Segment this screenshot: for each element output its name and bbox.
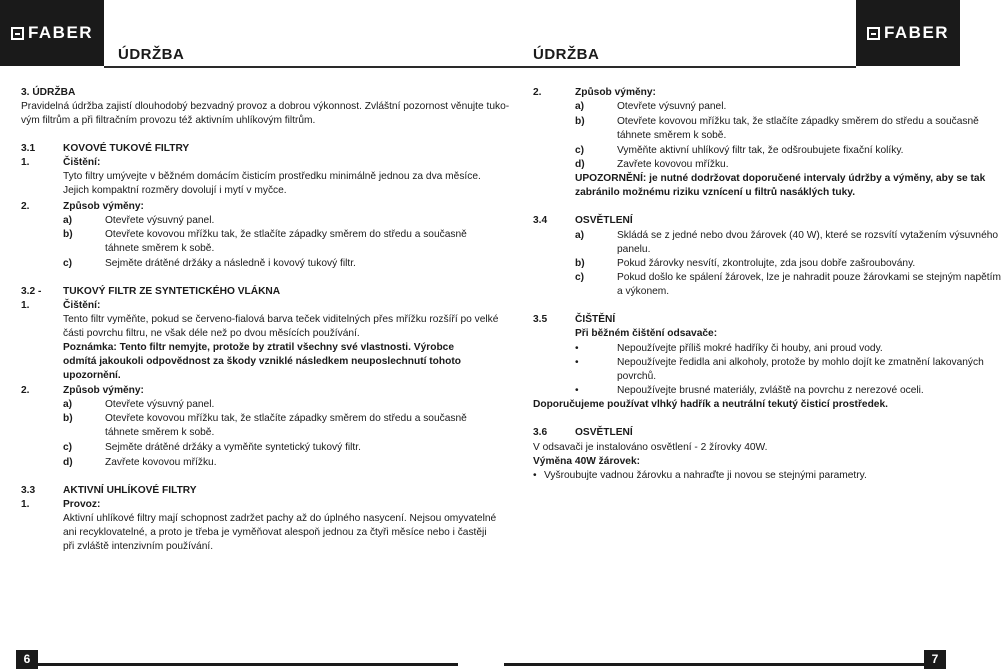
bullet-item: povrchů. [617,371,657,382]
step-number: 1. [21,157,30,168]
list-item: panelu. [617,244,651,255]
section-title: KOVOVÉ TUKOVÉ FILTRY [63,143,190,154]
warning: UPOZORNĚNÍ: je nutné dodržovat doporučené intervaly údržby a výměny, aby se tak [575,173,986,184]
section-title: ČIŠTĚNÍ [575,314,616,325]
header-divider-right [460,66,856,68]
note: Poznámka: Tento filtr nemyjte, protože by ztratil všechny své vlastnosti. Výrobce [63,342,455,353]
paragraph: Tento filtr vyměňte, pokud se červeno-fialová barva teček viditelných přes mřížku rozšíří po velké [63,314,499,325]
faber-logo-right [856,0,960,66]
section-number: 3.3 [21,485,36,496]
page-title-right: ÚDRŽBA [533,46,600,63]
list-letter: b) [63,229,73,240]
list-item: Otevřete kovovou mřížku tak, že stlačíte západky směrem do středu a současně [105,229,467,240]
list-letter: b) [575,116,585,127]
step-title: Čištění: [63,300,101,311]
subheading: Výměna 40W žárovek: [533,456,641,467]
paragraph: ani recyklovatelné, a proto je třeba je vyměňovat alespoň jednou za čtyři měsíce nebo i častěji [63,527,487,538]
warning: zabránilo možnému riziku vznícení u filtrů nasáklých tuky. [575,187,856,198]
list-letter: d) [575,159,585,170]
page-number-left: 6 [16,650,38,669]
list-letter: a) [63,215,73,226]
list-letter: c) [63,442,73,453]
list-letter: b) [575,258,585,269]
step-title: Čištění: [63,157,101,168]
list-item: Zavřete kovovou mřížku. [105,457,217,468]
paragraph: V odsavači je instalováno osvětlení - 2 žírovky 40W. [533,442,768,453]
list-item: Otevřete výsuvný panel. [105,215,215,226]
bullet-icon: • [575,385,579,396]
list-item: Otevřete výsuvný panel. [105,399,215,410]
header-divider-left [104,66,512,68]
section-title: OSVĚTLENÍ [575,427,633,438]
list-letter: c) [575,272,585,283]
section-title: OSVĚTLENÍ [575,215,633,226]
bullet-icon: • [575,343,579,354]
list-letter: c) [63,258,73,269]
bullet-item: Nepoužívejte příliš mokré hadříky či houby, ani proud vody. [617,343,883,354]
brand-name: FABER [883,23,950,42]
step-title: Provoz: [63,499,101,510]
list-letter: a) [63,399,73,410]
bullet-item: Vyšroubujte vadnou žárovku a nahraďte ji novou se stejnými parametry. [544,470,867,481]
list-letter: c) [575,145,585,156]
step-title: Způsob výměny: [63,385,144,396]
note: odmítá jakoukoli odpovědnost za škody vzniklé následkem neuposlechnutí tohoto [63,356,461,367]
note: upozornění. [63,370,121,381]
step-number: 2. [21,385,30,396]
footer-divider-left [38,663,458,666]
list-letter: a) [575,230,585,241]
list-item: Sejměte drátěné držáky a následně i kovový tukový filtr. [105,258,356,269]
step-number: 1. [21,300,30,311]
list-item: táhnete směrem k sobě. [617,130,727,141]
bullet-item: Nepoužívejte brusné materiály, zvláště na povrchu z nerezové oceli. [617,385,924,396]
recommendation: Doporučujeme používat vlhký hadřík a neutrální tekutý čisticí prostředek. [533,399,888,410]
list-item: Otevřete kovovou mřížku tak, že stlačíte západky směrem do středu a současně [617,116,979,127]
paragraph: Tyto filtry umývejte v běžném domácím čisticím prostředku minimálně jednou za dva měsíce. [63,171,481,182]
section-title: AKTIVNÍ UHLÍKOVÉ FILTRY [63,485,197,496]
list-letter: a) [575,101,585,112]
page-title-left: ÚDRŽBA [118,46,185,63]
list-item: táhnete směrem k sobě. [105,243,215,254]
list-item: Vyměňte aktivní uhlíkový filtr tak, že odšroubujete fixační kolíky. [617,145,904,156]
list-item: Otevřete kovovou mřížku tak, že stlačíte západky směrem do středu a současně [105,413,467,424]
step-number: 2. [533,87,542,98]
paragraph: při zvláště intenzivním používání. [63,541,214,552]
section-title: TUKOVÝ FILTR ZE SYNTETICKÉHO VLÁKNA [63,286,281,297]
list-letter: b) [63,413,73,424]
page-number-right: 7 [924,650,946,669]
section-number: 3.5 [533,314,548,325]
step-number: 2. [21,201,30,212]
paragraph: Jejich kompaktní rozměry dovolují i mytí v myčce. [63,185,287,196]
footer-divider-right [504,663,924,666]
section-number: 3.4 [533,215,548,226]
paragraph: části povrchu filtru, ne však déle než po dvou měsících používání. [63,328,360,339]
paragraph: vým filtrům a při filtračním provozu též aktivním uhlíkovým filtrům. [21,115,316,126]
list-item: Skládá se z jedné nebo dvou žárovek (40 W), které se rozsvítí vytažením výsuvného [617,230,999,241]
section-number: 3.2 - [21,286,42,297]
bullet-item: Nepoužívejte ředidla ani alkoholy, protože by mohlo dojít ke zmatnění lakovaných [617,357,984,368]
list-item: Pokud žárovky nesvítí, zkontrolujte, zda jsou dobře zašroubovány. [617,258,916,269]
paragraph: Aktivní uhlíkové filtry mají schopnost zadržet pachy až do úplného nasycení. Nejsou omyvatelné [63,513,497,524]
list-item: Sejměte drátěné držáky a vyměňte syntetický tukový filtr. [105,442,361,453]
list-letter: d) [63,457,73,468]
list-item: táhnete směrem k sobě. [105,427,215,438]
faber-logo [0,0,104,66]
section-number: 3.6 [533,427,548,438]
list-item: Pokud došlo ke spálení žárovek, lze je nahradit pouze žárovkami se stejným napětím [617,272,1001,283]
section-heading: 3. ÚDRŽBA [21,87,76,98]
paragraph: Pravidelná údržba zajistí dlouhodobý bezvadný provoz a dobrou výkonnost. Zvláštní pozornost věnujte tuko- [21,101,510,112]
faber-logo-icon [11,27,24,40]
brand-name: FABER [27,23,94,42]
faber-logo-icon [867,27,880,40]
step-number: 1. [21,499,30,510]
step-title: Způsob výměny: [63,201,144,212]
list-item: a výkonem. [617,286,670,297]
list-item: Otevřete výsuvný panel. [617,101,727,112]
subheading: Při běžném čištění odsavače: [575,328,718,339]
bullet-icon: • [533,470,537,481]
section-number: 3.1 [21,143,36,154]
step-title: Způsob výměny: [575,87,656,98]
bullet-icon: • [575,357,579,368]
list-item: Zavřete kovovou mřížku. [617,159,729,170]
